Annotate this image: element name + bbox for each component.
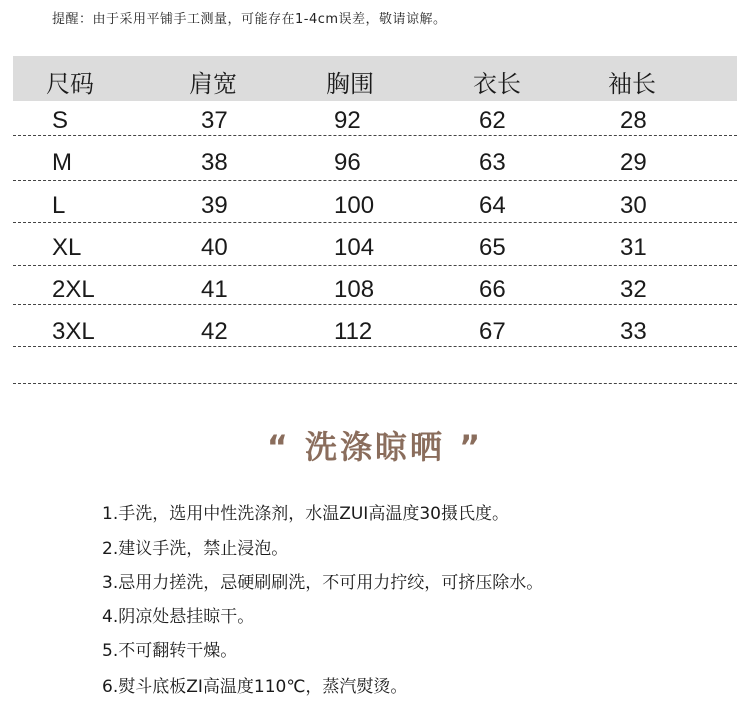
care-item: 1.手洗，选用中性洗涤剂，水温ZUI高温度30摄氏度。	[102, 504, 509, 524]
cell-length: 62	[479, 107, 506, 134]
cell-size: S	[52, 107, 69, 134]
section-divider	[13, 383, 737, 384]
cell-sleeve: 33	[620, 318, 647, 345]
cell-size: 2XL	[52, 276, 95, 303]
row-divider	[13, 304, 737, 305]
cell-length: 65	[479, 234, 506, 261]
cell-sleeve: 30	[620, 192, 647, 219]
cell-sleeve: 29	[620, 149, 647, 176]
size-table-header	[13, 56, 737, 101]
cell-shoulder: 40	[201, 234, 228, 261]
header-sleeve: 袖长	[608, 70, 656, 98]
cell-sleeve: 28	[620, 107, 647, 134]
cell-chest: 104	[334, 234, 375, 261]
cell-length: 63	[479, 149, 506, 176]
cell-length: 66	[479, 276, 506, 303]
cell-chest: 108	[334, 276, 375, 303]
care-section-title: “ 洗涤晾晒 ”	[266, 428, 484, 466]
cell-shoulder: 42	[201, 318, 228, 345]
header-chest: 胸围	[326, 70, 374, 98]
cell-size: 3XL	[52, 318, 95, 345]
row-divider	[13, 265, 737, 266]
cell-size: XL	[52, 234, 82, 261]
cell-shoulder: 39	[201, 192, 228, 219]
header-length: 衣长	[473, 70, 521, 98]
cell-chest: 100	[334, 192, 375, 219]
care-item: 6.熨斗底板ZI高温度110℃，蒸汽熨烫。	[102, 677, 408, 697]
measurement-notice: 提醒：由于采用平铺手工测量，可能存在1-4cm误差，敬请谅解。	[52, 12, 447, 27]
header-size: 尺码	[46, 70, 94, 98]
care-item: 3.忌用力搓洗，忌硬刷刷洗，不可用力拧绞，可挤压除水。	[102, 573, 544, 593]
cell-sleeve: 32	[620, 276, 647, 303]
cell-length: 64	[479, 192, 506, 219]
care-item: 5.不可翻转干燥。	[102, 641, 238, 661]
row-divider	[13, 222, 737, 223]
cell-shoulder: 37	[201, 107, 228, 134]
cell-length: 67	[479, 318, 506, 345]
care-item: 2.建议手洗，禁止浸泡。	[102, 539, 289, 559]
row-divider	[13, 180, 737, 181]
table-row	[13, 313, 737, 355]
cell-chest: 112	[334, 318, 373, 345]
cell-chest: 92	[334, 107, 361, 134]
cell-chest: 96	[334, 149, 361, 176]
cell-shoulder: 41	[201, 276, 228, 303]
cell-shoulder: 38	[201, 149, 228, 176]
table-row	[13, 102, 737, 144]
row-divider	[13, 346, 737, 347]
table-row	[13, 271, 737, 313]
care-item: 4.阴凉处悬挂晾干。	[102, 607, 255, 627]
row-divider	[13, 135, 737, 136]
header-shoulder: 肩宽	[189, 70, 237, 98]
cell-size: L	[52, 192, 66, 219]
cell-size: M	[52, 149, 72, 176]
cell-sleeve: 31	[620, 234, 647, 261]
